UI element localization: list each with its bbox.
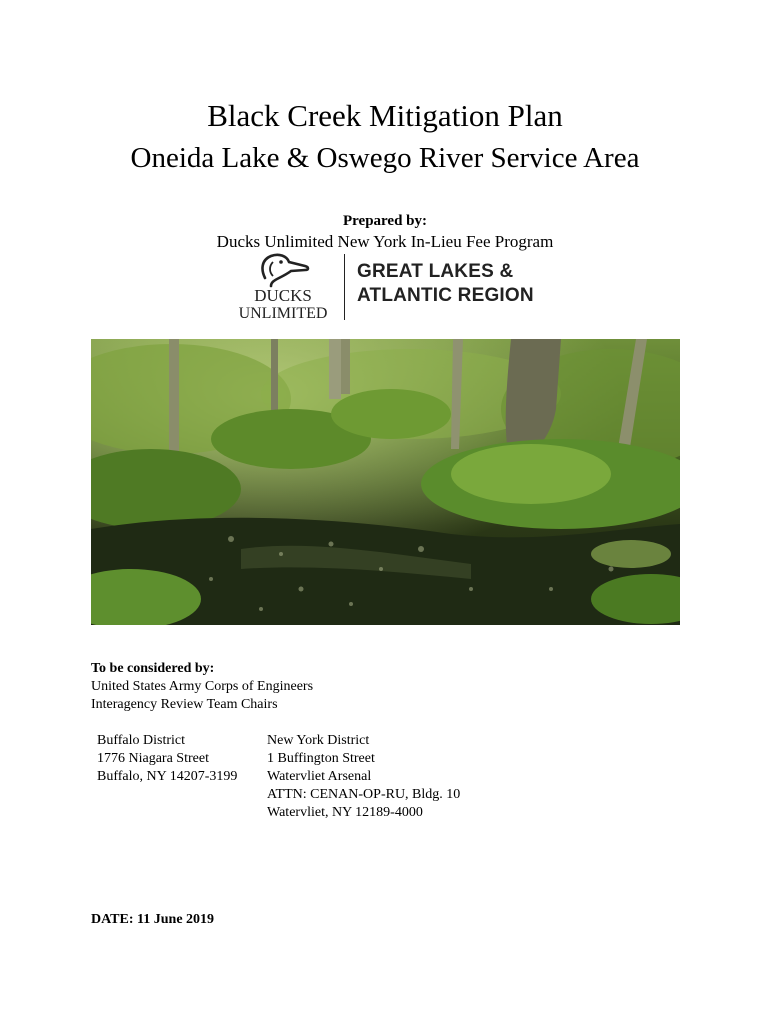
document-subtitle: Oneida Lake & Oswego River Service Area: [130, 142, 640, 174]
wetland-photo: [91, 339, 680, 625]
address-line: 1 Buffington Street: [267, 751, 375, 766]
region-line-1: GREAT LAKES &: [357, 261, 514, 282]
prepared-by-label: Prepared by:: [342, 213, 428, 229]
prepared-by-organization: Ducks Unlimited New York In-Lieu Fee Program: [216, 232, 554, 251]
logo-divider: [344, 254, 345, 320]
address-line: Watervliet, NY 12189-4000: [267, 805, 423, 820]
region-name: [357, 260, 534, 308]
considered-by-line-2: Interagency Review Team Chairs: [91, 697, 278, 712]
considered-by-label: To be considered by:: [91, 661, 215, 676]
new-york-district-address: [267, 732, 460, 822]
considered-by-line-1: United States Army Corps of Engineers: [91, 679, 314, 694]
ducks-unlimited-logo: [231, 250, 551, 322]
logo-wordmark-ducks: DUCKS: [254, 286, 312, 305]
document-date: DATE: 11 June 2019: [91, 912, 215, 927]
region-line-2: ATLANTIC REGION: [357, 285, 534, 306]
address-line: 1776 Niagara Street: [97, 751, 209, 766]
buffalo-district-address: [97, 732, 237, 786]
address-line: Watervliet Arsenal: [267, 769, 372, 784]
address-line: ATTN: CENAN-OP-RU, Bldg. 10: [267, 787, 461, 802]
consideration-block: [91, 660, 313, 714]
document-title: Black Creek Mitigation Plan: [207, 98, 563, 133]
logo-wordmark-unlimited: UNLIMITED: [238, 305, 328, 322]
address-line: Buffalo District: [97, 733, 186, 748]
address-line: Buffalo, NY 14207-3199: [97, 769, 238, 784]
duck-head-icon: [231, 250, 335, 322]
address-line: New York District: [267, 733, 370, 748]
